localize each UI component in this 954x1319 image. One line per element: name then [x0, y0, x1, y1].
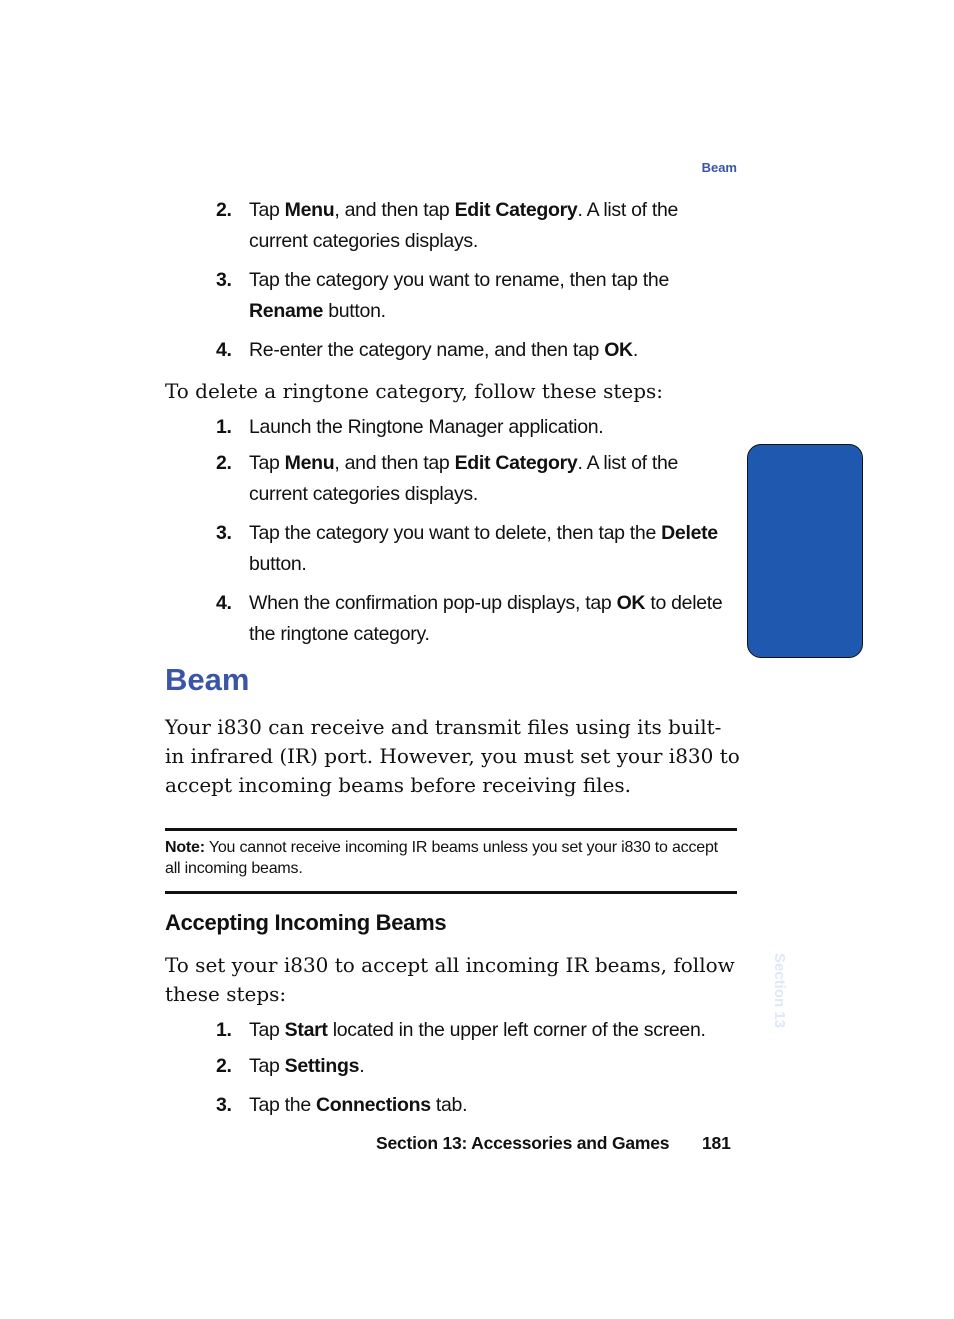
step-number: 2. — [216, 1055, 232, 1077]
step-text: Tap Menu, and then tap Edit Category. A list of the current categories displays. — [249, 199, 679, 252]
rename-step-3 — [216, 265, 736, 327]
accept-step-2 — [216, 1051, 736, 1082]
step-text: Tap Start located in the upper left corner of the screen. — [249, 1019, 706, 1041]
note-box — [165, 828, 737, 894]
delete-step-4 — [216, 588, 736, 650]
accept-step-3 — [216, 1090, 736, 1121]
section-tab — [747, 444, 863, 1029]
section-tab-label: Section 13 — [771, 953, 788, 1029]
step-number: 1. — [216, 416, 232, 438]
step-number: 4. — [216, 339, 232, 361]
step-text: When the confirmation pop-up displays, tap OK to delete the ringtone category. — [249, 592, 723, 645]
step-text: Tap the Connections tab. — [249, 1094, 468, 1116]
page-number: 181 — [702, 1133, 731, 1153]
note-label: Note: — [165, 839, 205, 856]
delete-step-2 — [216, 448, 736, 510]
accepting-intro: To set your i830 to accept all incoming IR beams, follow these steps: — [165, 953, 735, 1006]
delete-step-3 — [216, 518, 736, 580]
running-head: Beam — [701, 160, 737, 175]
rename-step-2 — [216, 195, 736, 257]
delete-step-1 — [216, 412, 736, 443]
step-text: Re-enter the category name, and then tap OK. — [249, 339, 638, 361]
beam-heading: Beam — [165, 662, 250, 697]
step-number: 3. — [216, 1094, 232, 1116]
section-tab-fill — [750, 447, 860, 655]
note-text: Note: You cannot receive incoming IR beams unless you set your i830 to accept all incoming beams. — [165, 839, 718, 877]
step-text: Tap Menu, and then tap Edit Category. A list of the current categories displays. — [249, 452, 679, 505]
accept-step-1 — [216, 1015, 736, 1046]
step-text: Tap the category you want to rename, then tap the Rename button. — [249, 269, 669, 322]
step-number: 2. — [216, 199, 232, 221]
step-number: 1. — [216, 1019, 232, 1041]
step-number: 4. — [216, 592, 232, 614]
step-number: 2. — [216, 452, 232, 474]
step-text: Launch the Ringtone Manager application. — [249, 416, 604, 438]
page-footer — [376, 1133, 731, 1154]
step-text: Tap the category you want to delete, then tap the Delete button. — [249, 522, 718, 575]
footer-section-title: Section 13: Accessories and Games — [376, 1133, 670, 1153]
delete-intro: To delete a ringtone category, follow these steps: — [165, 379, 664, 403]
step-number: 3. — [216, 269, 232, 291]
beam-body: Your i830 can receive and transmit files using its built-in infrared (IR) port. However, you must set your i830 to accept incoming beams before receiving files. — [165, 715, 740, 797]
step-text: Tap Settings. — [249, 1055, 365, 1077]
rename-step-4 — [216, 335, 736, 366]
accepting-heading: Accepting Incoming Beams — [165, 910, 447, 935]
step-number: 3. — [216, 522, 232, 544]
